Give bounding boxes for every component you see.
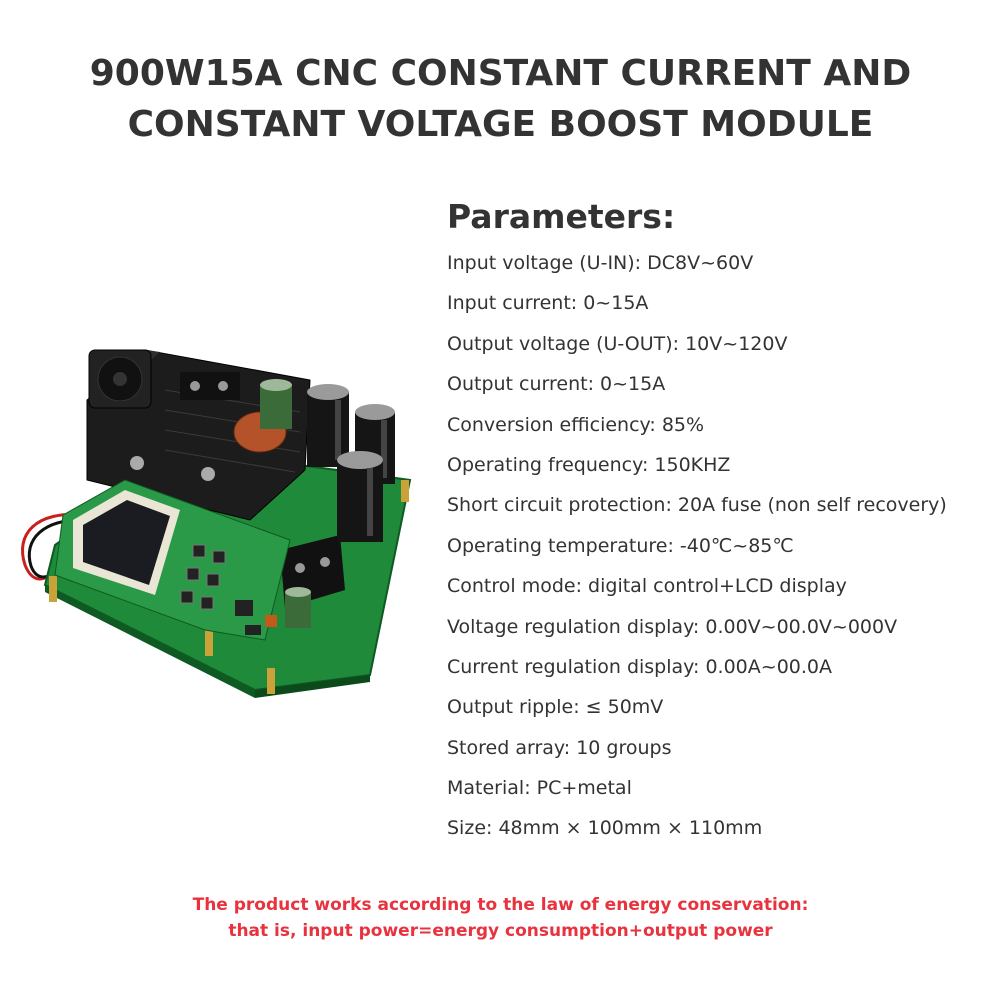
parameter-item: Conversion efficiency: 85% (447, 413, 705, 436)
input-terminal (180, 372, 240, 400)
standoff (49, 576, 57, 602)
parameter-item: Stored array: 10 groups (447, 736, 672, 759)
page-title (0, 48, 1001, 150)
parameter-item: Input voltage (U-IN): DC8V~60V (447, 252, 754, 274)
energy-note (0, 892, 1001, 944)
parameter-item: Output ripple: ≤ 50mV (447, 696, 664, 719)
capacitor (260, 379, 292, 429)
parameters-heading: Parameters: (447, 197, 676, 236)
capacitor (337, 451, 383, 542)
title-line-2: CONSTANT VOLTAGE BOOST MODULE (127, 104, 874, 145)
parameter-item: Short circuit protection: 20A fuse (non self recovery) (447, 494, 947, 517)
parameter-item: Current regulation display: 0.00A~00.0A (447, 655, 832, 678)
parameter-item: Operating frequency: 150KHZ (447, 453, 731, 476)
standoff (401, 480, 409, 502)
product-image (15, 330, 425, 700)
energy-note-line-2: that is, input power=energy consumption+output power (228, 921, 773, 941)
standoff (267, 668, 275, 694)
parameter-item: Control mode: digital control+LCD display (447, 575, 847, 598)
title-line-1: 900W15A CNC CONSTANT CURRENT AND (89, 53, 912, 94)
energy-note-line-1: The product works according to the law of energy conservation: (192, 895, 809, 915)
parameter-item: Operating temperature: -40℃~85℃ (447, 534, 794, 557)
parameter-item: Voltage regulation display: 0.00V~00.0V~000V (447, 615, 898, 638)
parameter-item: Size: 48mm × 100mm × 110mm (447, 817, 763, 840)
parameters-section (447, 195, 992, 849)
capacitor (285, 587, 311, 628)
parameter-item: Material: PC+metal (447, 777, 632, 800)
parameter-item: Input current: 0~15A (447, 292, 649, 315)
parameter-item: Output current: 0~15A (447, 373, 666, 396)
parameter-list (447, 243, 992, 849)
parameter-item: Output voltage (U-OUT): 10V~120V (447, 332, 788, 355)
